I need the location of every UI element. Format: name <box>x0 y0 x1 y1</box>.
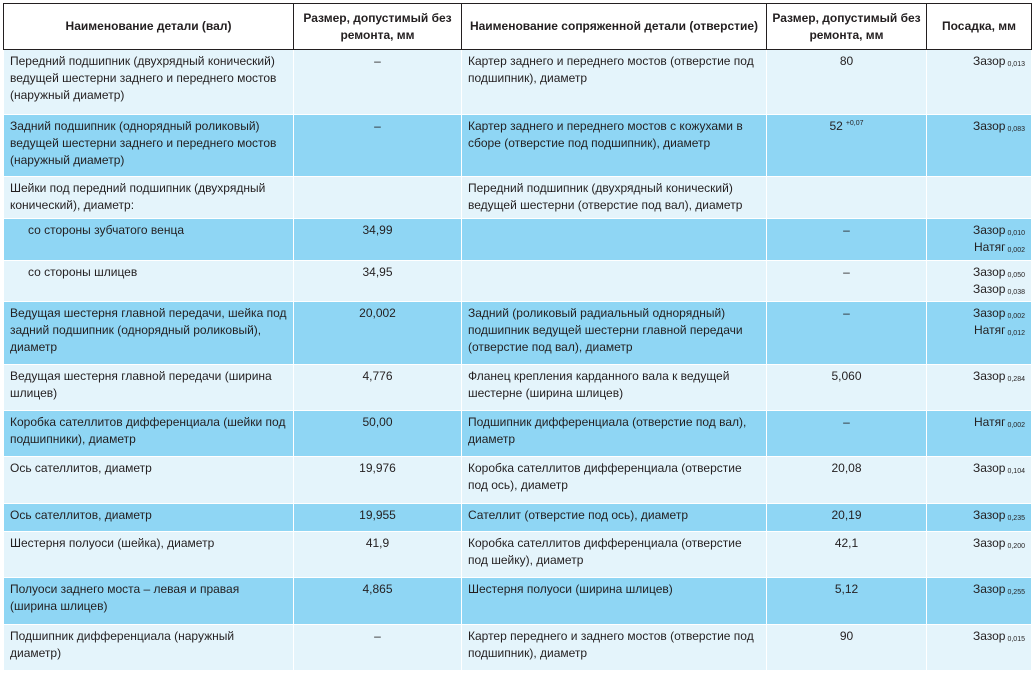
fit-cell <box>927 114 1032 177</box>
mate-size-value: 5,060 <box>831 368 862 383</box>
fit-entry <box>933 53 1025 70</box>
table-row <box>4 177 1032 219</box>
part-name-cell: Ведущая шестерня главной передачи, шейка под задний подшипник (однорядный роликовый), диаметр <box>4 302 294 365</box>
mate-name-cell: Коробка сателлитов дифференциала (отверстие под ось), диаметр <box>462 457 767 503</box>
part-size-cell: – <box>294 50 462 115</box>
fit-value: 0,038 <box>1007 288 1025 296</box>
fit-type: Зазор <box>972 535 1006 550</box>
table-row <box>4 260 1032 301</box>
table-body <box>4 50 1032 671</box>
part-size-cell: 4,865 <box>294 578 462 624</box>
mate-size-value: – <box>843 223 850 238</box>
fit-cell <box>927 578 1032 624</box>
fit-value: 0,200 <box>1007 542 1025 550</box>
mate-name-cell: Картер заднего и переднего мостов с кожухами в сборе (отверстие под подшипник), диаметр <box>462 114 767 177</box>
fit-cell <box>927 624 1032 670</box>
table-row <box>4 531 1032 577</box>
fit-entry <box>933 628 1025 645</box>
fit-type: Зазор <box>972 368 1006 383</box>
part-size-cell: 41,9 <box>294 531 462 577</box>
mate-name-cell: Коробка сателлитов дифференциала (отверстие под шейку), диаметр <box>462 531 767 577</box>
table-row <box>4 302 1032 365</box>
part-name-cell: Ведущая шестерня главной передачи (ширина шлицев) <box>4 364 294 410</box>
fit-cell <box>927 364 1032 410</box>
fit-cell <box>927 503 1032 531</box>
mate-size-cell <box>767 302 927 365</box>
part-size-cell: 34,99 <box>294 219 462 260</box>
fit-cell <box>927 177 1032 219</box>
fit-entry <box>933 118 1025 135</box>
fit-cell <box>927 410 1032 456</box>
fit-cell <box>927 219 1032 260</box>
fit-value: 0,015 <box>1007 635 1025 643</box>
mate-name-cell: Фланец крепления карданного вала к ведущей шестерне (ширина шлицев) <box>462 364 767 410</box>
part-name-cell: Полуоси заднего моста – левая и правая (ширина шлицев) <box>4 578 294 624</box>
mate-size-cell <box>767 50 927 115</box>
mate-size-value: – <box>843 414 850 429</box>
part-size-cell: 20,002 <box>294 302 462 365</box>
mate-size-cell <box>767 260 927 301</box>
header-mate-name: Наименование сопряженной детали (отверстие) <box>462 4 767 50</box>
fit-value: 0,235 <box>1007 514 1025 522</box>
fit-entry <box>933 222 1025 239</box>
mate-size-cell <box>767 531 927 577</box>
part-name-cell: Ось сателлитов, диаметр <box>4 503 294 531</box>
mate-size-value: 20,08 <box>831 461 862 476</box>
table-row <box>4 578 1032 624</box>
fit-type: Зазор <box>972 461 1006 476</box>
header-fit: Посадка, мм <box>927 4 1032 50</box>
fit-entry <box>933 368 1025 385</box>
fit-type: Натяг <box>974 414 1006 429</box>
fit-type: Зазор <box>972 306 1006 320</box>
fit-value: 0,002 <box>1007 247 1025 255</box>
fit-value: 0,284 <box>1007 375 1025 383</box>
fit-entry <box>933 414 1025 431</box>
mate-size-value: 80 <box>839 54 854 68</box>
mate-size-value: – <box>843 264 850 279</box>
fit-cell <box>927 260 1032 301</box>
mate-size-cell <box>767 364 927 410</box>
fit-type: Зазор <box>972 223 1006 238</box>
mate-size-value: 20,19 <box>831 507 862 522</box>
part-size-cell: 19,976 <box>294 457 462 503</box>
part-name-cell: Коробка сателлитов дифференциала (шейки под подшипники), диаметр <box>4 410 294 456</box>
fit-value: 0,012 <box>1007 330 1025 337</box>
mate-size-value: 52 <box>829 118 843 133</box>
part-name-cell: Передний подшипник (двухрядный конический) ведущей шестерни заднего и переднего мостов (наружный диаметр) <box>4 50 294 115</box>
fit-type: Зазор <box>972 582 1006 597</box>
header-row <box>4 4 1032 50</box>
fit-entry <box>933 305 1025 322</box>
tolerance-table <box>3 3 1032 671</box>
table-row <box>4 457 1032 503</box>
table-row <box>4 114 1032 177</box>
part-name-cell: Ось сателлитов, диаметр <box>4 457 294 503</box>
part-size-cell: – <box>294 624 462 670</box>
table-row <box>4 364 1032 410</box>
mate-size-cell <box>767 114 927 177</box>
part-size-cell <box>294 177 462 219</box>
fit-value: 0,013 <box>1007 61 1025 68</box>
mate-name-cell <box>462 260 767 301</box>
part-size-cell: 50,00 <box>294 410 462 456</box>
mate-size-cell <box>767 457 927 503</box>
fit-entry <box>933 239 1025 256</box>
mate-size-value: – <box>843 306 850 320</box>
mate-name-cell <box>462 219 767 260</box>
fit-entry <box>933 460 1025 477</box>
mate-size-value: 5,12 <box>834 582 859 597</box>
mate-size-cell <box>767 177 927 219</box>
fit-entry <box>933 535 1025 552</box>
header-part-name: Наименование детали (вал) <box>4 4 294 50</box>
fit-cell <box>927 302 1032 365</box>
table-row <box>4 503 1032 531</box>
fit-cell <box>927 50 1032 115</box>
mate-name-cell: Передний подшипник (двухрядный конический) ведущей шестерни (отверстие под вал), диаметр <box>462 177 767 219</box>
part-size-cell: 4,776 <box>294 364 462 410</box>
fit-type: Зазор <box>972 628 1006 643</box>
fit-cell <box>927 531 1032 577</box>
mate-name-cell: Сателлит (отверстие под ось), диаметр <box>462 503 767 531</box>
table-row <box>4 219 1032 260</box>
mate-size-cell <box>767 578 927 624</box>
mate-name-cell: Картер заднего и переднего мостов (отверстие под подшипник), диаметр <box>462 50 767 115</box>
table-row <box>4 624 1032 670</box>
fit-value: 0,050 <box>1007 271 1025 279</box>
part-name-cell: Шейки под передний подшипник (двухрядный конический), диаметр: <box>4 177 294 219</box>
mate-size-value: 42,1 <box>834 535 859 550</box>
fit-entry <box>933 322 1025 339</box>
header-mate-size: Размер, допустимый без ремонта, мм <box>767 4 927 50</box>
mate-size-value: 90 <box>839 628 854 643</box>
part-name-cell: Шестерня полуоси (шейка), диаметр <box>4 531 294 577</box>
mate-size-cell <box>767 410 927 456</box>
fit-entry <box>933 581 1025 598</box>
header-part-size: Размер, допустимый без ремонта, мм <box>294 4 462 50</box>
table-row <box>4 50 1032 115</box>
mate-size-cell <box>767 503 927 531</box>
part-size-cell: 34,95 <box>294 260 462 301</box>
fit-type: Зазор <box>972 118 1006 133</box>
mate-name-cell: Подшипник дифференциала (отверстие под вал), диаметр <box>462 410 767 456</box>
part-name-cell: со стороны шлицев <box>4 260 294 301</box>
mate-name-cell: Картер переднего и заднего мостов (отверстие под подшипник), диаметр <box>462 624 767 670</box>
fit-value: 0,010 <box>1007 230 1025 238</box>
mate-size-cell <box>767 624 927 670</box>
fit-value: 0,002 <box>1007 313 1025 320</box>
fit-cell <box>927 457 1032 503</box>
part-name-cell: Подшипник дифференциала (наружный диаметр) <box>4 624 294 670</box>
fit-type: Зазор <box>972 54 1006 68</box>
part-size-cell: – <box>294 114 462 177</box>
part-name-cell: Задний подшипник (однорядный роликовый) ведущей шестерни заднего и переднего мостов (наружный диаметр) <box>4 114 294 177</box>
mate-size-cell <box>767 219 927 260</box>
mate-size-tolerance: +0,07 <box>845 119 864 127</box>
fit-type: Натяг <box>974 240 1006 255</box>
fit-type: Зазор <box>972 264 1006 279</box>
fit-entry <box>933 264 1025 281</box>
fit-entry <box>933 281 1025 298</box>
fit-value: 0,083 <box>1007 125 1025 133</box>
fit-entry <box>933 507 1025 524</box>
fit-value: 0,104 <box>1007 468 1025 476</box>
fit-value: 0,255 <box>1007 589 1025 597</box>
part-name-cell: со стороны зубчатого венца <box>4 219 294 260</box>
fit-value: 0,002 <box>1007 421 1025 429</box>
table-row <box>4 410 1032 456</box>
mate-name-cell: Шестерня полуоси (ширина шлицев) <box>462 578 767 624</box>
mate-name-cell: Задний (роликовый радиальный однорядный) подшипник ведущей шестерни главной передачи (отверстие под вал), диаметр <box>462 302 767 365</box>
fit-type: Зазор <box>972 281 1006 296</box>
fit-type: Натяг <box>974 323 1006 337</box>
fit-type: Зазор <box>972 507 1006 522</box>
part-size-cell: 19,955 <box>294 503 462 531</box>
